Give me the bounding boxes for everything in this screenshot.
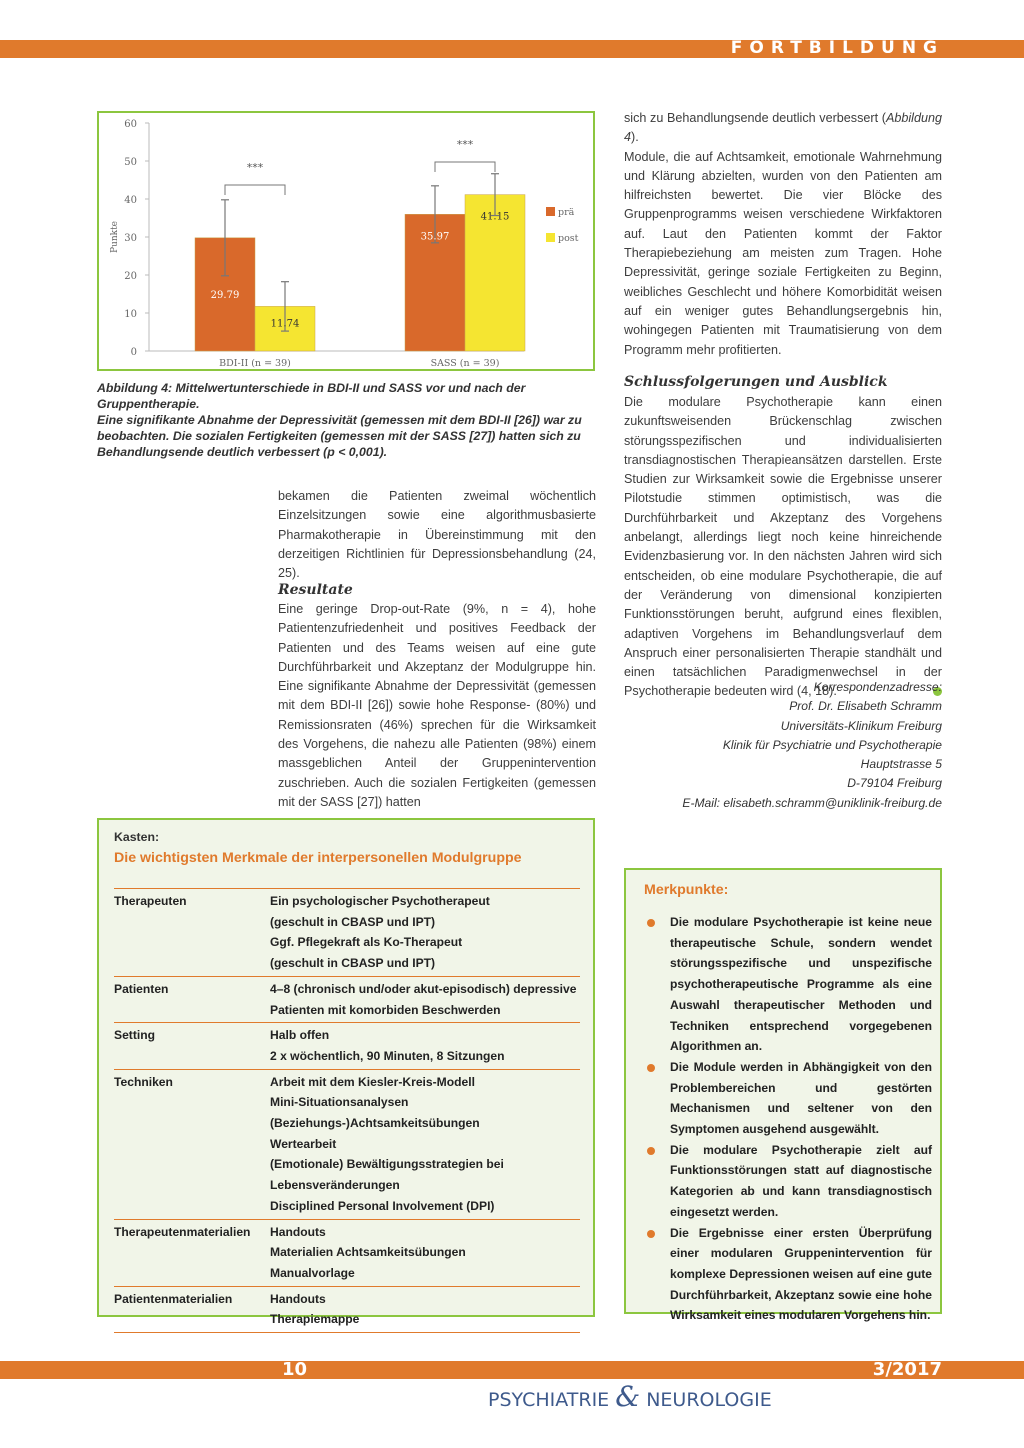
footer-bar (0, 1361, 1024, 1379)
figure-4-chart (97, 111, 595, 371)
data-label: 41.15 (480, 211, 510, 223)
table-row (114, 1070, 580, 1220)
section-title: FORTBILDUNG (730, 38, 944, 58)
kasten-box (97, 818, 595, 1327)
y-tick-label: 60 (124, 119, 137, 130)
row-value: Disciplined Personal Involvement (DPI) (270, 1198, 495, 1213)
row-key: Patientenmaterialien (114, 1291, 233, 1306)
y-tick-label: 0 (130, 347, 137, 358)
significance-bracket (225, 185, 285, 195)
right-text-b: Module, die auf Achtsamkeit, emotionale Wahrnehmung und Klärung abzielten, wurden von den Patienten am hilfreichsten bewertet. Die vier Blöcke des Gruppenprogramms weisen verschiedene Wirkfaktoren auf. Laut den Patienten kommt der Faktor Therapiebeziehung am meisten zum Tragen. Hohe Depressivität, geringe soziale Fertigkeiten zu Beginn, weibliches Geschlecht und höhere Komorbidität weisen auf ein weniger gutes Behandlungsergebnis hin, wohingegen Patienten mit Traumatisierung von dem Programm mehr profitierten. (624, 149, 942, 357)
bullet-icon (647, 1147, 655, 1155)
header-bar (0, 40, 1024, 58)
x-tick-label: SASS (n = 39) (430, 358, 500, 369)
row-value: Therapiemappe (270, 1312, 360, 1327)
address-line: Korrespondenzadresse: (813, 680, 942, 694)
kasten-label: Kasten: (114, 830, 160, 844)
caption-line-2: Eine signifikante Abnahme der Depressivität (gemessen mit dem BDI-II [26]) war zu beobachten. Die sozialen Fertigkeiten (gemessen mit der SASS [27]) hatten sich zu Behandlungsende deutlich verbessert (p < 0,001). (97, 413, 582, 459)
row-value: (geschult in CBASP und IPT) (270, 914, 436, 929)
address-line: D-79104 Freiburg (847, 776, 942, 791)
row-value: Arbeit mit dem Kiesler-Kreis-Modell (270, 1074, 475, 1089)
row-values (270, 1222, 580, 1284)
page-number: 10 (282, 1359, 308, 1380)
merkpunkte-list (644, 912, 932, 1326)
significance-label: *** (246, 161, 264, 174)
table-row (114, 1220, 580, 1287)
address-line: Universitäts-Klinikum Freiburg (780, 718, 942, 733)
list-item (644, 1223, 932, 1327)
row-value: Handouts (270, 1291, 326, 1306)
row-value: Ggf. Pflegekraft als Ko-Therapeut (270, 935, 463, 950)
legend-label: prä (558, 207, 575, 218)
bullet-icon (647, 919, 655, 927)
kasten-table (114, 888, 580, 1333)
row-value: (Emotionale) Bewältigungsstrategien bei (270, 1157, 504, 1172)
merkpunkte-box (624, 868, 942, 1323)
y-tick-label: 20 (124, 271, 137, 282)
list-item (644, 1057, 932, 1140)
correspondence-address (624, 678, 942, 813)
row-value: Ein psychologischer Psychotherapeut (270, 894, 490, 908)
table-row (114, 977, 580, 1023)
right-text-a: sich zu Behandlungsende deutlich verbessert ( (624, 111, 886, 125)
caption-line-1: Abbildung 4: Mittelwertunterschiede in BDI-II und SASS vor und nach der Gruppentherapie. (97, 381, 526, 411)
schluss-text: Die modulare Psychotherapie kann einen zukunftsweisenden Brückenschlag zwischen störungsspezifischen und individualisierten transdiagnostischen Therapieansätzen darstellen. Erste Studien zur Wirksamkeit sowie die Ergebnisse unserer Pilotstudie stimmen optimistisch, was die Durchführbarkeit und Akzeptanz des Vorgehens anbelangt, allerdings liegt noch keine hinreichende Evidenzbasierung vor. In den nächsten Jahren wird sich entscheiden, ob eine modulare Psychotherapie, die auf der Veränderung von dimensional konzipierten Funktionsstörungen beruht, aufgrund eines flexiblen, adaptiven Vorgehens im Behandlungsverlauf dem Anspruch einer personalisierten Therapie standhält und einen tatsächlichen Paradigmenwechsel in der Psychotherapie bedeuten wird (4, 18). (624, 395, 942, 699)
y-tick-label: 40 (124, 195, 137, 206)
issue-number: 3/2017 (872, 1359, 942, 1380)
bullet-icon (647, 1230, 655, 1238)
row-key: Therapeutenmaterialien (114, 1224, 251, 1239)
figure-reference: Abbildung 4 (624, 111, 942, 145)
row-key: Patienten (114, 981, 169, 996)
email-link[interactable]: E-Mail: elisabeth.schramm@uniklinik-freiburg.de (682, 795, 942, 810)
data-label: 11.74 (270, 318, 300, 330)
row-values (270, 1289, 580, 1330)
schluss-body (624, 393, 942, 702)
significance-label: *** (456, 138, 474, 151)
address-line: Hauptstrasse 5 (860, 757, 942, 772)
list-item-text: Die modulare Psychotherapie ist keine neue therapeutische Schule, sondern wendet störungsspezifische und unspezifische psychotherapeutische Programme als eine Auswahl therapeutischer Methoden und Techniken entsprechend vorgegebenen Algorithmen an. (670, 915, 932, 1054)
right-column-text (624, 109, 942, 360)
y-tick-label: 50 (124, 157, 137, 168)
list-item (644, 912, 932, 1057)
data-label: 35.97 (420, 231, 450, 243)
x-tick-label: BDI-II (n = 39) (219, 358, 291, 369)
logo-right: NEUROLOGIE (646, 1389, 772, 1411)
list-item (644, 1140, 932, 1223)
table-row (114, 889, 580, 977)
row-value: (Beziehungs-)Achtsamkeitsübungen (270, 1116, 480, 1131)
row-values (270, 891, 580, 974)
row-value: Wertearbeit (270, 1136, 337, 1151)
right-text-a-end: ). (631, 130, 639, 145)
list-item-text: Die Module werden in Abhängigkeit von den Problembereichen und gestörten Mechanismen und seltener von den Symptomen ausgehend ausgewählt. (670, 1059, 932, 1137)
row-key: Setting (114, 1028, 155, 1043)
row-values (270, 1072, 580, 1217)
logo-ampersand: & (615, 1380, 641, 1413)
row-key: Techniken (114, 1074, 173, 1089)
significance-bracket (435, 162, 495, 172)
schluss-heading: Schlussfolgerungen und Ausblick (624, 374, 888, 390)
bullet-icon (647, 1064, 655, 1072)
journal-logo (488, 1380, 772, 1413)
row-value: Materialien Achtsamkeitsübungen (270, 1245, 466, 1260)
y-tick-label: 30 (124, 233, 137, 244)
row-value: Mini-Situationsanalysen (270, 1095, 409, 1110)
list-item-text: Die Ergebnisse einer ersten Überprüfung einer modularen Gruppenintervention für komplexe Depressionen weisen auf eine gute Durchführbarkeit, Akzeptanz sowie eine hohe Wirksamkeit eines modularen Vorgehens hin. (670, 1225, 932, 1323)
row-key: Therapeuten (114, 894, 187, 908)
legend-swatch (546, 233, 555, 242)
resultate-heading: Resultate (278, 582, 353, 598)
bar-chart (99, 113, 593, 369)
logo-left: PSYCHIATRIE (488, 1389, 610, 1411)
row-value: Manualvorlage (270, 1265, 355, 1280)
figure-caption (97, 380, 597, 460)
row-value: (geschult in CBASP und IPT) (270, 956, 436, 971)
legend-swatch (546, 207, 555, 216)
row-value: 4–8 (chronisch und/oder akut-episodisch) depressive (270, 981, 577, 996)
mid-column-text: bekamen die Patienten zweimal wöchentlich Einzelsitzungen sowie eine algorithmusbasierte Pharmakotherapie in Übereinstimmung mit den derzeitigen Richtlinien für Depressionsbehandlung (24, 25). (278, 489, 596, 581)
list-item-text: Die modulare Psychotherapie zielt auf Funktionsstörungen statt auf diagnostische Kategorien ab und kann transdiagnostisch eingesetzt werden. (670, 1142, 932, 1219)
table-row (114, 1023, 580, 1069)
row-values (270, 979, 580, 1020)
resultate-body: Eine geringe Drop-out-Rate (9%, n = 4), hohe Patientenzufriedenheit und positives Feedback der Patienten und des Teams weisen auf eine gute Durchführbarkeit und Akzeptanz der Modulgruppe hin. Eine signifikante Abnahme der Depressivität (gemessen mit dem BDI-II [26]) sowie hohe Response- (80%) und Remissionsraten (46%) sprechen für die Wirksamkeit des Vorgehens, die nahezu alle Patienten (98%) einem massgeblichen Anteil der Gruppenintervention zuschrieben. Auch die sozialen Fertigkeiten (gemessen mit der SASS [27]) hatten (278, 602, 596, 809)
row-values (270, 1025, 580, 1066)
row-value: Handouts (270, 1224, 326, 1239)
row-value: 2 x wöchentlich, 90 Minuten, 8 Sitzungen (270, 1048, 505, 1063)
row-value: Lebensveränderungen (270, 1178, 400, 1193)
table-row (114, 1287, 580, 1333)
legend-label: post (558, 233, 579, 244)
y-axis-label: Punkte (110, 220, 120, 254)
row-value: Patienten mit komorbiden Beschwerden (270, 1002, 501, 1017)
row-value: Halb offen (270, 1028, 330, 1043)
address-line: Klinik für Psychiatrie und Psychotherapie (722, 737, 942, 752)
address-line: Prof. Dr. Elisabeth Schramm (789, 699, 942, 714)
data-label: 29.79 (210, 289, 240, 301)
merkpunkte-title: Merkpunkte: (644, 882, 729, 898)
kasten-title: Die wichtigsten Merkmale der interpersonellen Modulgruppe (114, 850, 522, 866)
y-tick-label: 10 (124, 309, 137, 320)
